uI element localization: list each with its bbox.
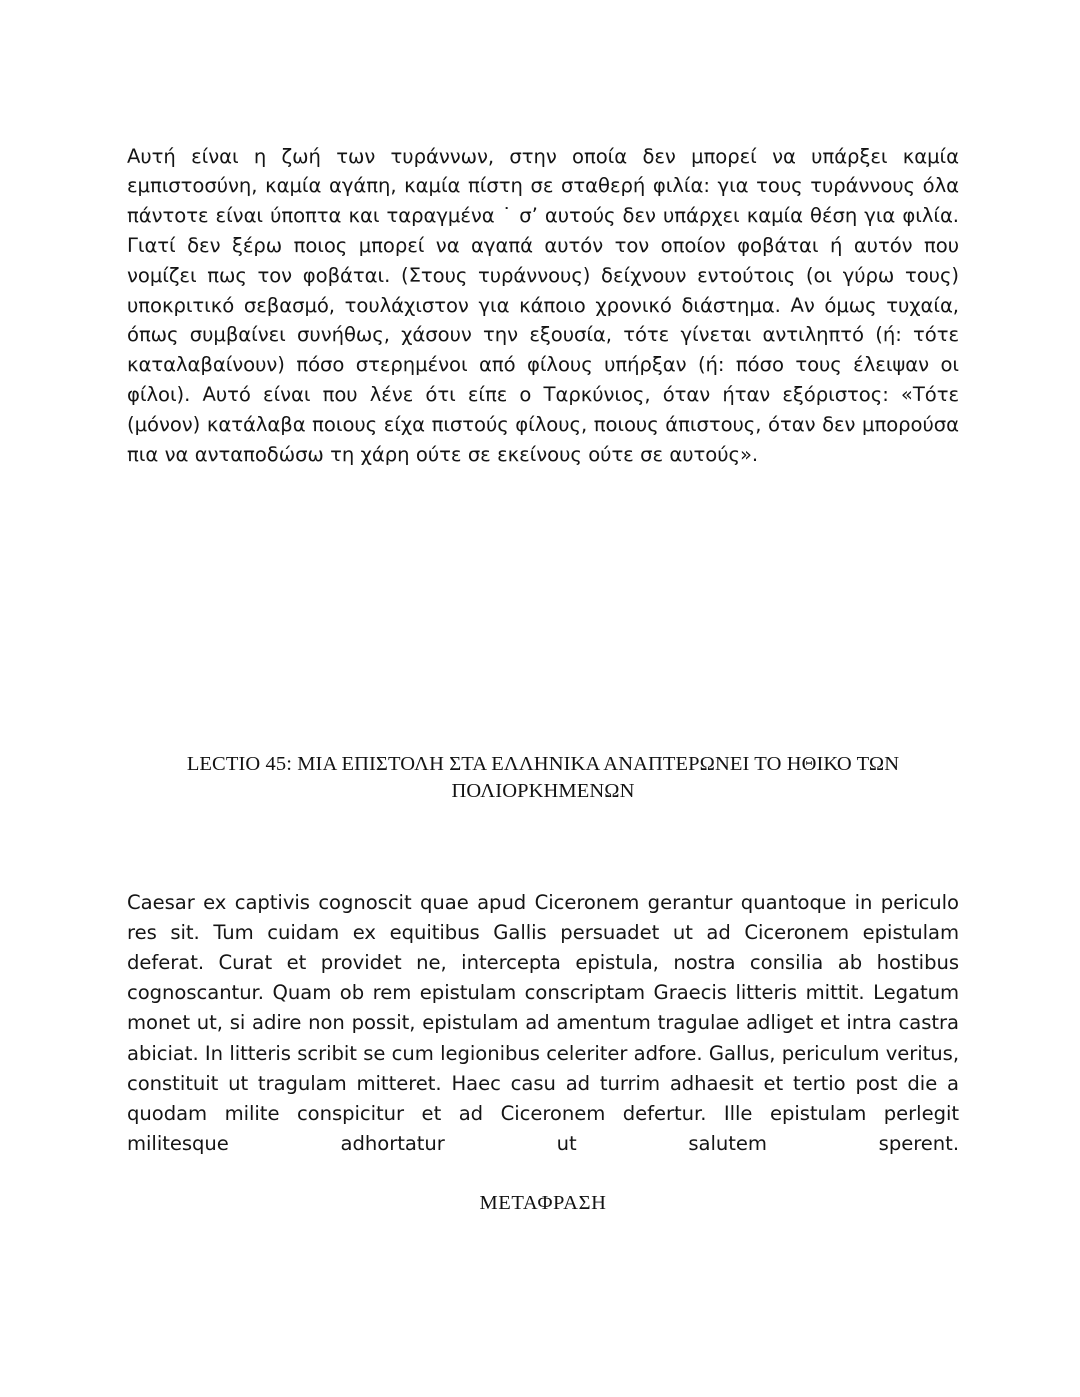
latin-source-paragraph: Caesar ex captivis cognoscit quae apud Ciceronem gerantur quantoque in periculo res sit. Tum cuidam ex equitibus Gallis persuadet ut ad Ciceronem epistulam deferat. Curat et providet ne, intercepta epistula, nostra consilia ab hostibus cognoscantur. Quam ob rem epistulam conscriptam Graecis litteris mittit. Legatum monet ut, si adire non possit, epistulam ad amentum tragulae adliget et intra castra abiciat. In litteris scribit se cum legionibus celeriter adfore. Gallus, periculum veritus, constituit ut tragulam mitteret. Haec casu ad turrim adhaesit et tertio post die a quodam milite conspicitur et ad Ciceronem defertur. Ille epistulam perlegit militesque adhortatur ut salutem sperent. [127, 890, 959, 1156]
lectio-heading-line-2: ΠΟΛΙΟΡΚΗΜΕΝΩΝ [451, 780, 635, 802]
lectio-heading [127, 751, 959, 805]
lectio-heading-line-1: LECTIO 45: ΜΙΑ ΕΠΙΣΤΟΛΗ ΣΤΑ ΕΛΛΗΝΙΚΑ ΑΝΑΠΤΕΡΩΝΕΙ ΤΟ ΗΘΙΚΟ ΤΩΝ [186, 753, 900, 775]
greek-translation-paragraph: Αυτή είναι η ζωή των τυράννων, στην οποία δεν μπορεί να υπάρξει καμία εμπιστοσύνη, καμία αγάπη, καμία πίστη σε σταθερή φιλία: για τους τυράννους όλα πάντοτε είναι ύποπτα και ταραγμένα ˙ σ’ αυτούς δεν υπάρχει καμία θέση για φιλία. Γιατί δεν ξέρω ποιος μπορεί να αγαπά αυτόν τον οποίον φοβάται ή αυτόν που νομίζει πως τον φοβάται. (Στους τυράννους) δείχνουν εντούτοις (οι γύρω τους) υποκριτικό σεβασμό, τουλάχιστον για κάποιο χρονικό διάστημα. Αν όμως τυχαία, όπως συμβαίνει συνήθως, χάσουν την εξουσία, τότε γίνεται αντιληπτό (ή: τότε καταλαβαίνουν) πόσο στερημένοι από φίλους υπήρξαν (ή: πόσο τους έλειψαν οι φίλοι). Αυτό είναι που λένε ότι είπε ο Ταρκύνιος, όταν ήταν εξόριστος: «Τότε (μόνον) κατάλαβα ποιους είχα πιστούς φίλους, ποιους άπιστους, όταν δεν μπορούσα πια να ανταποδώσω τη χάρη ούτε σε εκείνους ούτε σε αυτούς». [127, 144, 959, 466]
translation-section-label: ΜΕΤΑΦΡΑΣΗ [479, 1192, 607, 1214]
